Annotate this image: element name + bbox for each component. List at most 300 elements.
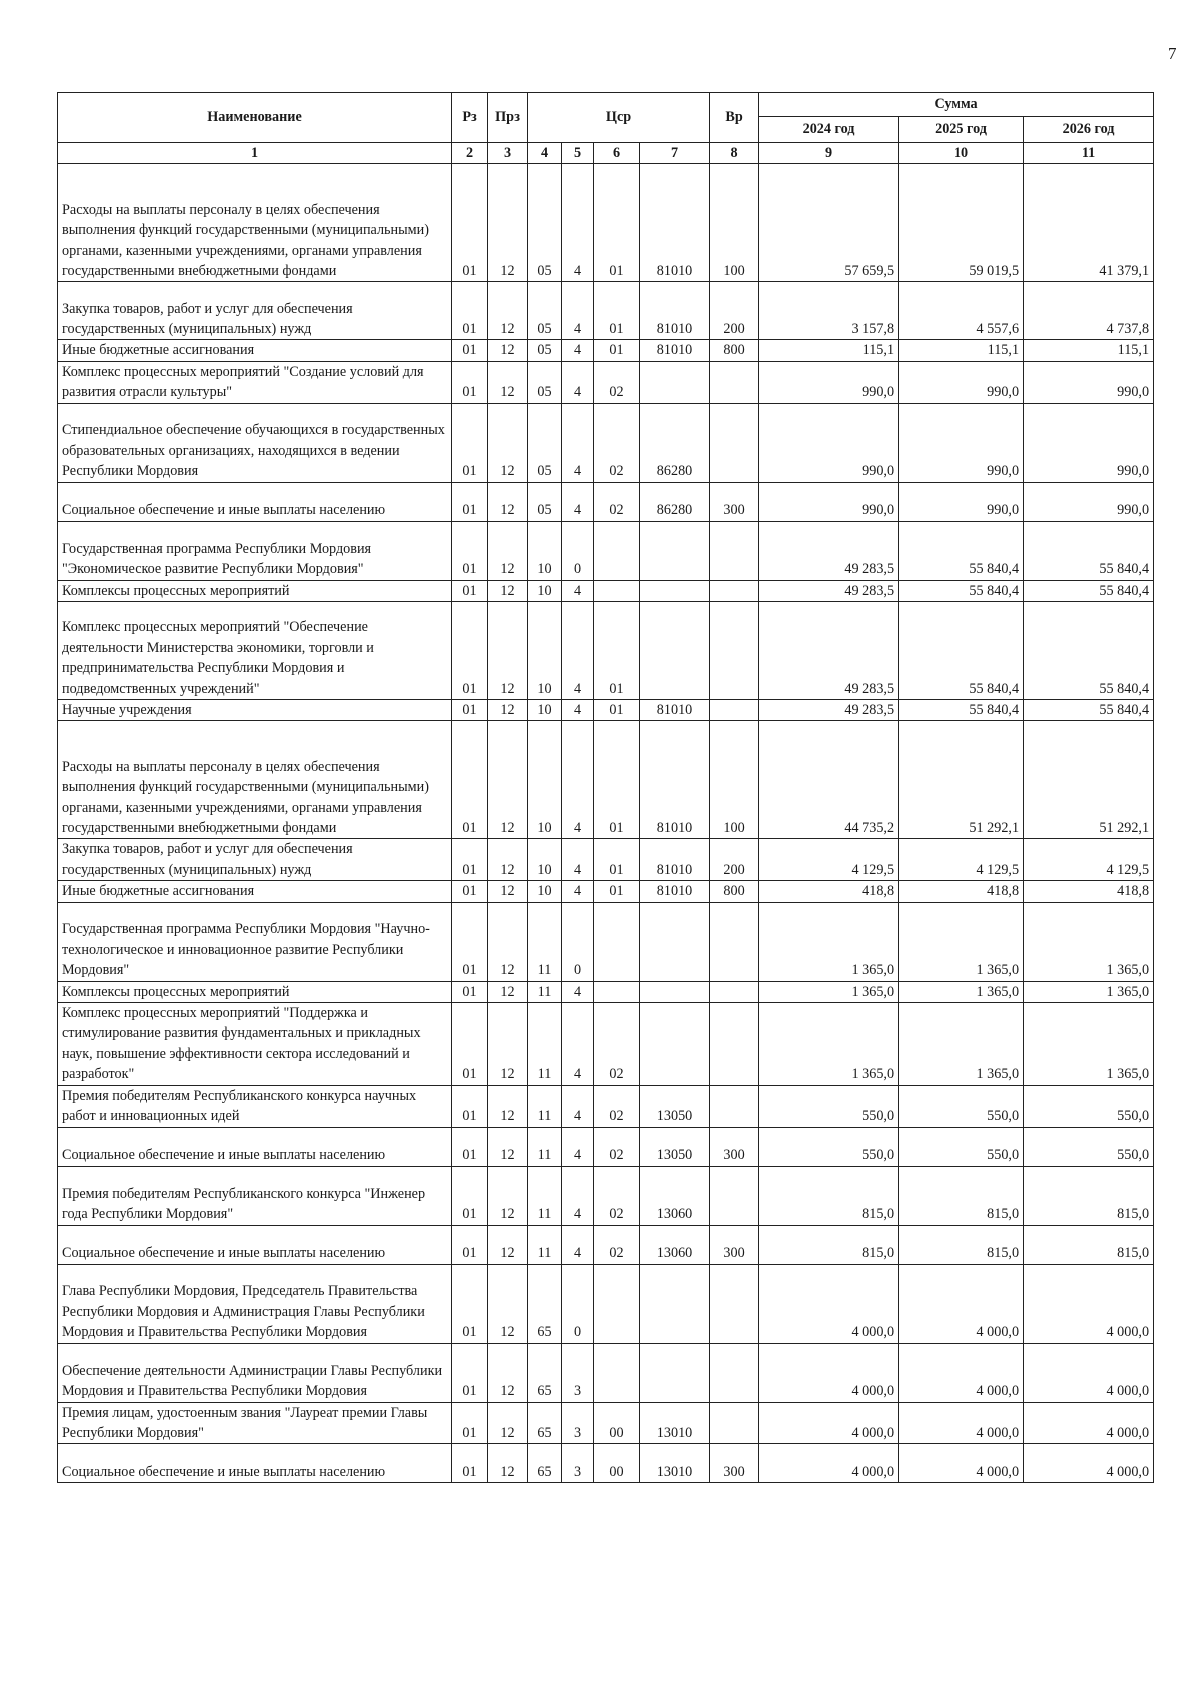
row-csr-type: 4 (562, 881, 594, 902)
column-number: 7 (640, 143, 710, 164)
row-sum-2026: 550,0 (1024, 1085, 1154, 1127)
header-year-2024: 2024 год (759, 117, 899, 143)
table-row (58, 1085, 1154, 1127)
row-csr-direction: 81010 (640, 721, 710, 839)
table-row (58, 1225, 1154, 1264)
row-csr-direction (640, 521, 710, 580)
row-csr-direction: 81010 (640, 282, 710, 340)
row-prz: 12 (488, 403, 528, 482)
row-csr-program: 10 (528, 721, 562, 839)
row-vr (710, 700, 759, 721)
row-prz: 12 (488, 700, 528, 721)
row-vr: 300 (710, 1225, 759, 1264)
table-row (58, 839, 1154, 881)
table-row (58, 602, 1154, 700)
table-row (58, 340, 1154, 361)
row-vr (710, 361, 759, 403)
row-name: Иные бюджетные ассигнования (58, 340, 452, 361)
row-prz: 12 (488, 1225, 528, 1264)
row-sum-2026: 990,0 (1024, 361, 1154, 403)
row-csr-direction (640, 1003, 710, 1086)
row-csr-complex: 02 (594, 361, 640, 403)
row-vr: 300 (710, 482, 759, 521)
row-csr-direction: 13060 (640, 1166, 710, 1225)
column-number: 9 (759, 143, 899, 164)
row-sum-2026: 55 840,4 (1024, 580, 1154, 601)
row-name: Глава Республики Мордовия, Председатель Правительства Республики Мордовия и Администрация Главы Республики Мордовия и Правительства Республики Мордовия (58, 1264, 452, 1343)
row-csr-direction: 81010 (640, 881, 710, 902)
column-number: 8 (710, 143, 759, 164)
row-sum-2025: 4 000,0 (899, 1444, 1024, 1483)
row-prz: 12 (488, 1402, 528, 1444)
row-rz: 01 (452, 1003, 488, 1086)
row-rz: 01 (452, 1264, 488, 1343)
row-csr-program: 11 (528, 1003, 562, 1086)
row-vr (710, 403, 759, 482)
row-prz: 12 (488, 1003, 528, 1086)
row-sum-2024: 815,0 (759, 1166, 899, 1225)
row-sum-2026: 55 840,4 (1024, 521, 1154, 580)
header-summa: Сумма (759, 93, 1154, 117)
row-sum-2024: 49 283,5 (759, 602, 899, 700)
row-csr-type: 0 (562, 902, 594, 981)
row-sum-2026: 1 365,0 (1024, 981, 1154, 1002)
row-csr-program: 10 (528, 602, 562, 700)
row-sum-2025: 990,0 (899, 403, 1024, 482)
row-sum-2025: 815,0 (899, 1225, 1024, 1264)
table-row (58, 1343, 1154, 1402)
row-csr-complex: 01 (594, 340, 640, 361)
row-rz: 01 (452, 1085, 488, 1127)
row-name: Стипендиальное обеспечение обучающихся в государственных образовательных организациях, находящихся в ведении Республики Мордовия (58, 403, 452, 482)
row-name: Комплексы процессных мероприятий (58, 981, 452, 1002)
row-vr: 100 (710, 164, 759, 282)
row-csr-complex: 01 (594, 700, 640, 721)
row-sum-2025: 990,0 (899, 361, 1024, 403)
row-csr-direction (640, 902, 710, 981)
row-rz: 01 (452, 164, 488, 282)
table-row (58, 361, 1154, 403)
table-row (58, 1166, 1154, 1225)
row-prz: 12 (488, 282, 528, 340)
table-row (58, 521, 1154, 580)
row-sum-2024: 1 365,0 (759, 981, 899, 1002)
row-rz: 01 (452, 700, 488, 721)
header-year-2025: 2025 год (899, 117, 1024, 143)
row-name: Научные учреждения (58, 700, 452, 721)
row-csr-type: 4 (562, 361, 594, 403)
row-sum-2026: 4 000,0 (1024, 1343, 1154, 1402)
row-csr-direction (640, 361, 710, 403)
row-sum-2024: 4 000,0 (759, 1343, 899, 1402)
budget-table (57, 92, 1154, 1483)
row-rz: 01 (452, 282, 488, 340)
row-csr-direction: 81010 (640, 700, 710, 721)
row-csr-type: 4 (562, 1003, 594, 1086)
row-csr-complex: 02 (594, 1085, 640, 1127)
row-csr-direction (640, 580, 710, 601)
row-csr-program: 05 (528, 282, 562, 340)
row-sum-2024: 49 283,5 (759, 580, 899, 601)
row-csr-complex (594, 580, 640, 601)
column-number: 5 (562, 143, 594, 164)
row-csr-direction (640, 602, 710, 700)
row-vr (710, 1264, 759, 1343)
header-vr: Вр (710, 93, 759, 143)
row-csr-complex (594, 981, 640, 1002)
row-sum-2025: 55 840,4 (899, 602, 1024, 700)
table-row (58, 700, 1154, 721)
row-sum-2024: 4 000,0 (759, 1264, 899, 1343)
row-sum-2025: 1 365,0 (899, 902, 1024, 981)
row-vr: 800 (710, 881, 759, 902)
row-vr (710, 602, 759, 700)
row-csr-complex: 02 (594, 1127, 640, 1166)
row-csr-type: 4 (562, 1225, 594, 1264)
table-row (58, 580, 1154, 601)
row-vr (710, 1003, 759, 1086)
row-csr-direction: 81010 (640, 839, 710, 881)
row-csr-direction (640, 1343, 710, 1402)
row-sum-2025: 59 019,5 (899, 164, 1024, 282)
row-csr-complex: 01 (594, 164, 640, 282)
row-csr-program: 05 (528, 403, 562, 482)
row-sum-2024: 550,0 (759, 1127, 899, 1166)
row-csr-complex: 02 (594, 403, 640, 482)
row-sum-2025: 990,0 (899, 482, 1024, 521)
row-prz: 12 (488, 1127, 528, 1166)
row-rz: 01 (452, 902, 488, 981)
row-prz: 12 (488, 1264, 528, 1343)
table-row (58, 881, 1154, 902)
row-rz: 01 (452, 602, 488, 700)
row-vr (710, 1343, 759, 1402)
row-sum-2025: 115,1 (899, 340, 1024, 361)
table-row (58, 1402, 1154, 1444)
row-name: Иные бюджетные ассигнования (58, 881, 452, 902)
row-csr-type: 4 (562, 700, 594, 721)
row-vr (710, 902, 759, 981)
row-csr-complex: 02 (594, 482, 640, 521)
row-vr: 200 (710, 282, 759, 340)
row-sum-2024: 418,8 (759, 881, 899, 902)
row-csr-program: 10 (528, 839, 562, 881)
row-csr-program: 65 (528, 1402, 562, 1444)
row-name: Премия победителям Республиканского конкурса "Инженер года Республики Мордовия" (58, 1166, 452, 1225)
row-sum-2024: 990,0 (759, 361, 899, 403)
row-sum-2025: 550,0 (899, 1127, 1024, 1166)
row-sum-2026: 990,0 (1024, 482, 1154, 521)
row-sum-2026: 1 365,0 (1024, 1003, 1154, 1086)
row-sum-2026: 55 840,4 (1024, 602, 1154, 700)
row-csr-type: 4 (562, 482, 594, 521)
row-prz: 12 (488, 164, 528, 282)
header-csr: Цср (528, 93, 710, 143)
row-prz: 12 (488, 839, 528, 881)
row-rz: 01 (452, 482, 488, 521)
row-csr-type: 4 (562, 602, 594, 700)
row-rz: 01 (452, 1166, 488, 1225)
row-csr-complex: 01 (594, 602, 640, 700)
row-rz: 01 (452, 521, 488, 580)
row-sum-2024: 49 283,5 (759, 700, 899, 721)
row-rz: 01 (452, 881, 488, 902)
row-vr: 200 (710, 839, 759, 881)
row-csr-complex: 02 (594, 1003, 640, 1086)
row-sum-2024: 115,1 (759, 340, 899, 361)
row-csr-program: 10 (528, 881, 562, 902)
row-prz: 12 (488, 1343, 528, 1402)
row-csr-direction: 13010 (640, 1444, 710, 1483)
row-csr-type: 4 (562, 282, 594, 340)
row-vr: 800 (710, 340, 759, 361)
row-vr (710, 1085, 759, 1127)
row-csr-program: 05 (528, 361, 562, 403)
row-prz: 12 (488, 602, 528, 700)
row-sum-2024: 4 000,0 (759, 1402, 899, 1444)
row-rz: 01 (452, 580, 488, 601)
row-csr-program: 10 (528, 700, 562, 721)
row-name: Государственная программа Республики Мордовия "Экономическое развитие Республики Мордовия" (58, 521, 452, 580)
row-name: Закупка товаров, работ и услуг для обеспечения государственных (муниципальных) нужд (58, 282, 452, 340)
row-sum-2025: 1 365,0 (899, 981, 1024, 1002)
column-number: 6 (594, 143, 640, 164)
table-row (58, 981, 1154, 1002)
row-rz: 01 (452, 1343, 488, 1402)
row-csr-program: 11 (528, 902, 562, 981)
row-csr-direction: 13050 (640, 1085, 710, 1127)
row-name: Обеспечение деятельности Администрации Главы Республики Мордовия и Правительства Республики Мордовия (58, 1343, 452, 1402)
row-vr (710, 1402, 759, 1444)
row-csr-program: 11 (528, 1127, 562, 1166)
row-sum-2026: 4 129,5 (1024, 839, 1154, 881)
row-prz: 12 (488, 521, 528, 580)
row-sum-2025: 418,8 (899, 881, 1024, 902)
row-csr-direction (640, 981, 710, 1002)
row-sum-2024: 49 283,5 (759, 521, 899, 580)
row-rz: 01 (452, 981, 488, 1002)
row-csr-complex: 00 (594, 1444, 640, 1483)
table-row (58, 482, 1154, 521)
row-csr-complex: 01 (594, 721, 640, 839)
row-prz: 12 (488, 340, 528, 361)
row-sum-2025: 55 840,4 (899, 521, 1024, 580)
row-csr-type: 0 (562, 1264, 594, 1343)
row-csr-program: 05 (528, 482, 562, 521)
row-name: Закупка товаров, работ и услуг для обеспечения государственных (муниципальных) нужд (58, 839, 452, 881)
row-sum-2026: 41 379,1 (1024, 164, 1154, 282)
row-name: Комплекс процессных мероприятий "Поддержка и стимулирование развития фундаментальных и прикладных наук, повышение эффективности сектора исследований и разработок" (58, 1003, 452, 1086)
row-sum-2024: 815,0 (759, 1225, 899, 1264)
row-prz: 12 (488, 361, 528, 403)
row-rz: 01 (452, 1402, 488, 1444)
column-number: 11 (1024, 143, 1154, 164)
row-rz: 01 (452, 839, 488, 881)
row-name: Комплекс процессных мероприятий "Создание условий для развития отрасли культуры" (58, 361, 452, 403)
row-csr-type: 4 (562, 580, 594, 601)
row-prz: 12 (488, 482, 528, 521)
table-row (58, 1264, 1154, 1343)
row-sum-2025: 4 000,0 (899, 1264, 1024, 1343)
row-rz: 01 (452, 1225, 488, 1264)
row-csr-type: 4 (562, 1085, 594, 1127)
table-row (58, 282, 1154, 340)
row-name: Комплекс процессных мероприятий "Обеспечение деятельности Министерства экономики, торговли и предпринимательства Республики Мордовия и подведомственных учреждений" (58, 602, 452, 700)
row-sum-2024: 4 000,0 (759, 1444, 899, 1483)
row-vr (710, 521, 759, 580)
row-csr-type: 3 (562, 1402, 594, 1444)
row-sum-2026: 51 292,1 (1024, 721, 1154, 839)
row-vr (710, 1166, 759, 1225)
table-row (58, 1003, 1154, 1086)
row-csr-complex: 01 (594, 881, 640, 902)
row-sum-2024: 990,0 (759, 403, 899, 482)
table-row (58, 902, 1154, 981)
row-prz: 12 (488, 580, 528, 601)
row-sum-2026: 4 737,8 (1024, 282, 1154, 340)
row-sum-2026: 4 000,0 (1024, 1444, 1154, 1483)
row-sum-2026: 4 000,0 (1024, 1402, 1154, 1444)
row-csr-complex (594, 1264, 640, 1343)
row-prz: 12 (488, 902, 528, 981)
row-rz: 01 (452, 721, 488, 839)
row-name: Социальное обеспечение и иные выплаты населению (58, 1127, 452, 1166)
row-csr-complex (594, 1343, 640, 1402)
row-sum-2026: 815,0 (1024, 1166, 1154, 1225)
row-prz: 12 (488, 981, 528, 1002)
row-csr-type: 4 (562, 164, 594, 282)
row-csr-program: 11 (528, 981, 562, 1002)
column-number: 10 (899, 143, 1024, 164)
row-prz: 12 (488, 1085, 528, 1127)
row-csr-direction: 86280 (640, 403, 710, 482)
row-rz: 01 (452, 361, 488, 403)
table-row (58, 403, 1154, 482)
table-row (58, 721, 1154, 839)
row-csr-complex (594, 902, 640, 981)
row-vr: 100 (710, 721, 759, 839)
row-rz: 01 (452, 340, 488, 361)
row-csr-direction: 81010 (640, 340, 710, 361)
row-vr: 300 (710, 1444, 759, 1483)
row-name: Расходы на выплаты персоналу в целях обеспечения выполнения функций государственными (муниципальными) органами, казенными учреждениями, органами управления государственными внебюджетными фондами (58, 721, 452, 839)
table-row (58, 1127, 1154, 1166)
row-sum-2026: 115,1 (1024, 340, 1154, 361)
row-csr-direction (640, 1264, 710, 1343)
row-prz: 12 (488, 881, 528, 902)
row-rz: 01 (452, 403, 488, 482)
row-csr-complex: 01 (594, 839, 640, 881)
row-csr-program: 05 (528, 340, 562, 361)
row-csr-complex: 02 (594, 1166, 640, 1225)
row-sum-2026: 1 365,0 (1024, 902, 1154, 981)
row-name: Премия победителям Республиканского конкурса научных работ и инновационных идей (58, 1085, 452, 1127)
table-row (58, 1444, 1154, 1483)
header-rz: Рз (452, 93, 488, 143)
row-csr-type: 4 (562, 1166, 594, 1225)
row-name: Расходы на выплаты персоналу в целях обеспечения выполнения функций государственными (муниципальными) органами, казенными учреждениями, органами управления государственными внебюджетными фондами (58, 164, 452, 282)
row-sum-2026: 55 840,4 (1024, 700, 1154, 721)
row-name: Премия лицам, удостоенным звания "Лауреат премии Главы Республики Мордовия" (58, 1402, 452, 1444)
row-vr (710, 580, 759, 601)
column-number-row (58, 143, 1154, 164)
row-csr-type: 4 (562, 403, 594, 482)
table-body (58, 164, 1154, 1483)
row-name: Социальное обеспечение и иные выплаты населению (58, 1225, 452, 1264)
row-sum-2024: 3 157,8 (759, 282, 899, 340)
row-sum-2025: 4 000,0 (899, 1343, 1024, 1402)
row-csr-type: 0 (562, 521, 594, 580)
row-sum-2026: 550,0 (1024, 1127, 1154, 1166)
row-sum-2024: 57 659,5 (759, 164, 899, 282)
column-number: 1 (58, 143, 452, 164)
row-csr-program: 11 (528, 1225, 562, 1264)
row-csr-complex: 02 (594, 1225, 640, 1264)
row-csr-program: 65 (528, 1343, 562, 1402)
row-sum-2025: 4 000,0 (899, 1402, 1024, 1444)
column-number: 4 (528, 143, 562, 164)
row-sum-2024: 4 129,5 (759, 839, 899, 881)
header-prz: Прз (488, 93, 528, 143)
row-sum-2024: 44 735,2 (759, 721, 899, 839)
row-csr-complex: 01 (594, 282, 640, 340)
row-csr-type: 4 (562, 1127, 594, 1166)
row-csr-program: 65 (528, 1444, 562, 1483)
row-csr-direction: 13060 (640, 1225, 710, 1264)
row-csr-program: 65 (528, 1264, 562, 1343)
page-number: 7 (1168, 44, 1177, 63)
row-prz: 12 (488, 721, 528, 839)
column-number: 2 (452, 143, 488, 164)
row-vr (710, 981, 759, 1002)
row-csr-program: 05 (528, 164, 562, 282)
header-name: Наименование (58, 93, 452, 143)
row-sum-2025: 51 292,1 (899, 721, 1024, 839)
header-year-2026: 2026 год (1024, 117, 1154, 143)
row-sum-2024: 990,0 (759, 482, 899, 521)
row-csr-complex: 00 (594, 1402, 640, 1444)
row-sum-2026: 990,0 (1024, 403, 1154, 482)
row-sum-2026: 418,8 (1024, 881, 1154, 902)
row-sum-2025: 4 129,5 (899, 839, 1024, 881)
row-name: Государственная программа Республики Мордовия "Научно-технологическое и инновационное развитие Республики Мордовия" (58, 902, 452, 981)
row-name: Социальное обеспечение и иные выплаты населению (58, 1444, 452, 1483)
row-csr-direction: 13010 (640, 1402, 710, 1444)
row-csr-type: 4 (562, 839, 594, 881)
row-csr-type: 3 (562, 1444, 594, 1483)
row-csr-program: 10 (528, 521, 562, 580)
row-name: Социальное обеспечение и иные выплаты населению (58, 482, 452, 521)
table-row (58, 164, 1154, 282)
row-csr-program: 11 (528, 1166, 562, 1225)
row-csr-type: 3 (562, 1343, 594, 1402)
row-csr-type: 4 (562, 340, 594, 361)
row-rz: 01 (452, 1127, 488, 1166)
row-prz: 12 (488, 1444, 528, 1483)
row-prz: 12 (488, 1166, 528, 1225)
row-sum-2026: 815,0 (1024, 1225, 1154, 1264)
row-csr-direction: 81010 (640, 164, 710, 282)
row-vr: 300 (710, 1127, 759, 1166)
row-sum-2024: 1 365,0 (759, 902, 899, 981)
row-sum-2024: 1 365,0 (759, 1003, 899, 1086)
row-csr-complex (594, 521, 640, 580)
row-sum-2025: 815,0 (899, 1166, 1024, 1225)
row-sum-2025: 550,0 (899, 1085, 1024, 1127)
row-csr-direction: 86280 (640, 482, 710, 521)
row-sum-2025: 55 840,4 (899, 700, 1024, 721)
row-name: Комплексы процессных мероприятий (58, 580, 452, 601)
